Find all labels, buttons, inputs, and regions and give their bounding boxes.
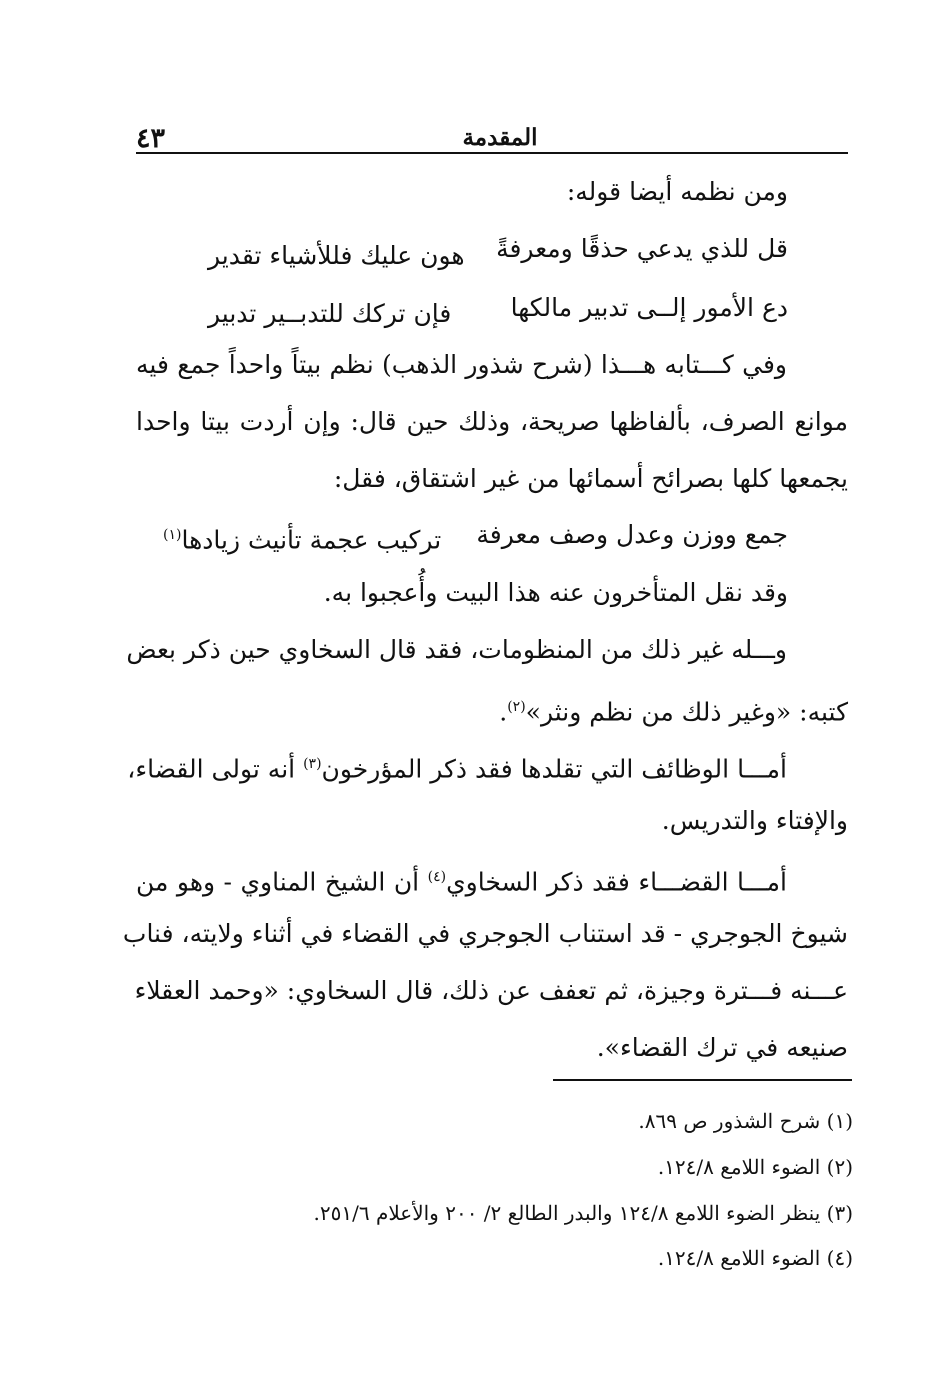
- footnote-ref-1: (١): [163, 527, 182, 543]
- para2-line1: وـــله غير ذلك من المنظومات، فقد قال السخاوي حين ذكر بعض: [126, 635, 787, 664]
- para4-line2: شيوخ الجوجري - قد استناب الجوجري في القضاء في أثناء ولايته، فناب: [122, 919, 848, 948]
- footnote-2: (٢) الضوء اللامع ١٢٤/٨.: [657, 1155, 853, 1179]
- footnote-ref-4: (٤): [427, 869, 447, 885]
- para3-line1-text-a: أمـــا الوظائف التي تقلدها فقد ذكر المؤرخون: [321, 754, 787, 784]
- footnote-ref-2: (٢): [507, 699, 526, 715]
- para3-line2: والإفتاء والتدريس.: [661, 806, 848, 835]
- footnote-1: (١) شرح الشذور ص ٨٦٩.: [638, 1109, 853, 1133]
- para4-line1: [136, 859, 787, 900]
- para2-line2: [499, 689, 848, 730]
- verse2-first-hemistich: دع الأمور إلــى تدبير مالكها: [510, 293, 788, 322]
- after-verse3-line: وقد نقل المتأخرون عنه هذا البيت وأُعجبوا به.: [323, 578, 788, 607]
- footnote-4: (٤) الضوء اللامع ١٢٤/٨.: [657, 1246, 853, 1270]
- footnote-3: (٣) ينظر الضوء اللامع ١٢٤/٨ والبدر الطالع ٢/ ٢٠٠ والأعلام ٢٥١/٦.: [313, 1201, 853, 1225]
- para2-line2-text: كتبه: «وغير ذلك من نظم ونثر»: [525, 697, 848, 727]
- footnote-ref-3: (٣): [303, 756, 322, 772]
- para1-line3: يجمعها كلها بصرائح أسمائها من غير اشتقاق، فقل:: [333, 464, 848, 493]
- para4-line1-text-a: أمـــا القضـــاء فقد ذكر السخاوي: [446, 867, 787, 897]
- para3-line1-text-b: أنه تولى القضاء،: [127, 754, 296, 784]
- para2-line2-period: .: [499, 697, 508, 727]
- footnote-separator: [553, 1079, 852, 1081]
- verse1-second-hemistich: هون عليك فللأشياء تقدير: [208, 241, 465, 270]
- para1-line1: وفي كـــتابه هـــذا (شرح شذور الذهب) نظم بيتاً واحداً جمع فيه: [136, 350, 787, 379]
- header-rule: [136, 152, 848, 154]
- running-header-title: المقدمة: [462, 124, 538, 151]
- verse3-second-hemistich: [163, 517, 441, 558]
- verse3-second-text: تركيب عجمة تأنيث زيادها: [181, 525, 442, 555]
- para3-line1: [127, 746, 787, 787]
- para4-line3: عـــنه فـــترة وجيزة، ثم تعفف عن ذلك، قال السخاوي: «وحمد العقلاء: [134, 976, 848, 1005]
- verse3-first-hemistich: جمع ووزن وعدل وصف معرفة: [476, 520, 788, 549]
- intro-line: ومن نظمه أيضا قوله:: [566, 177, 788, 206]
- page-number: ٤٣: [136, 123, 166, 154]
- para4-line1-text-b: أن الشيخ المناوي - وهو من: [136, 867, 420, 897]
- para4-line4: صنيعه في ترك القضاء».: [596, 1033, 848, 1062]
- para1-line2: موانع الصرف، بألفاظها صريحة، وذلك حين قال: وإن أردت بيتا واحدا: [136, 407, 848, 436]
- verse2-second-hemistich: فإن تركك للتدبــير تدبير: [208, 299, 452, 328]
- verse1-first-hemistich: قل للذي يدعي حذقًا ومعرفةً: [496, 234, 788, 263]
